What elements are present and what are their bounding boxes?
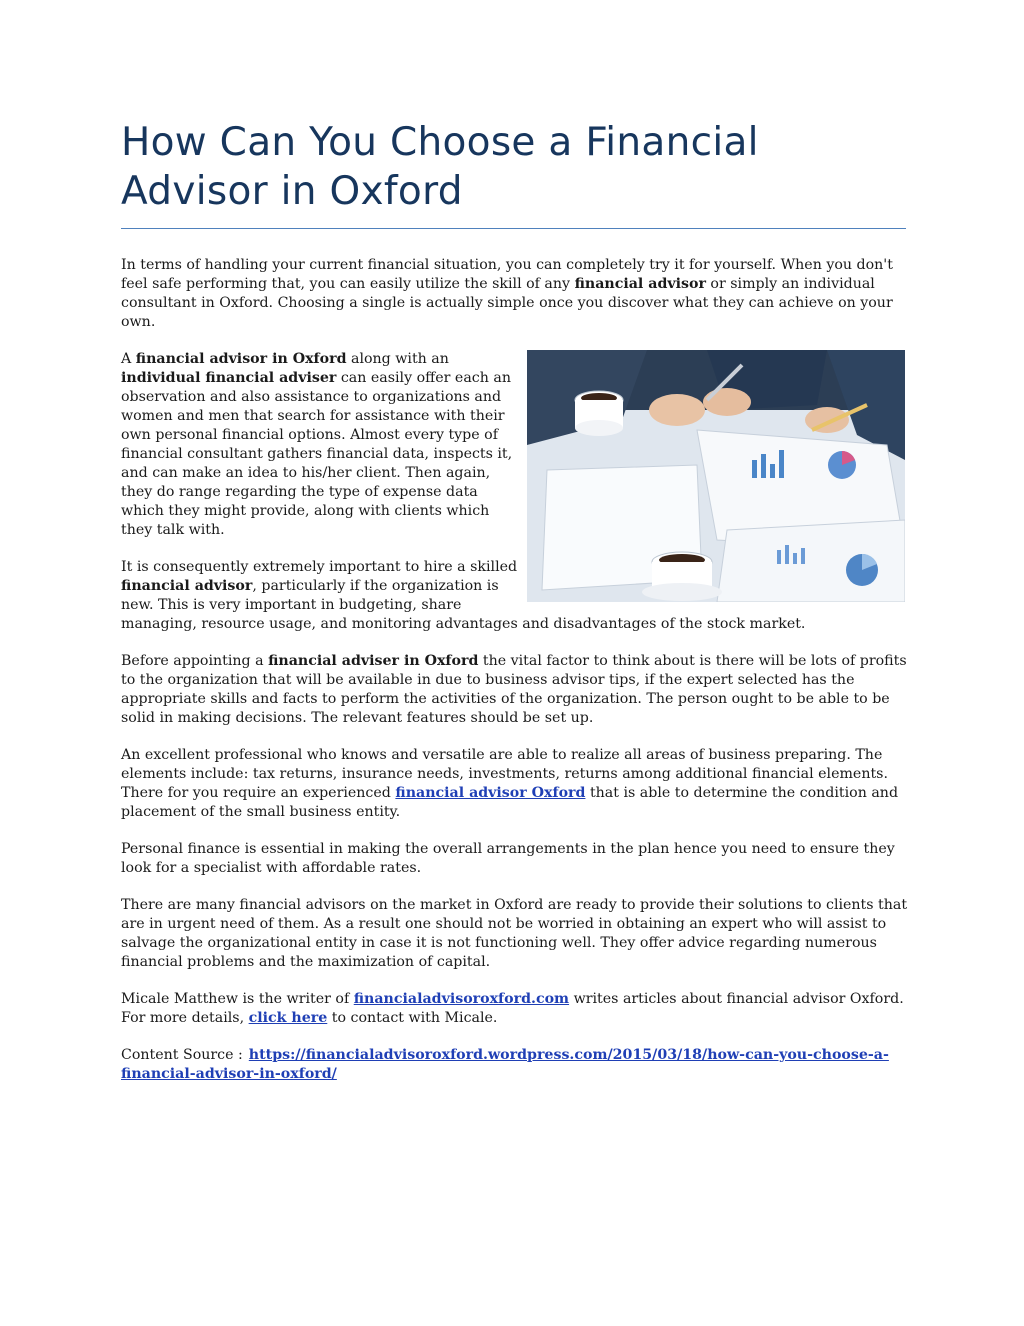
- paragraph-content-source: [121, 1046, 911, 1084]
- content-source-label: Content Source :: [121, 1047, 243, 1063]
- author-site-link[interactable]: financialadvisoroxford.com: [353, 991, 570, 1007]
- page-title: How Can You Choose a Financial Advisor in Oxford: [121, 120, 759, 214]
- paragraph-personal-finance: Personal finance is essential in making the overall arrangements in the plan hence you need to ensure they look for a specialist with affordable rates.: [121, 841, 895, 876]
- intro-paragraph: In terms of handling your current financial situation, you can completely try it for yourself. When you don't feel safe performing that, you can easily utilize the skill of any financial advisor or simply an individual consultant in Oxford. Choosing a single is actually simple once you discover what they can achieve on your own.: [121, 257, 893, 330]
- title-underline-divider: [121, 228, 906, 229]
- paragraph-before-appointing: Before appointing a financial adviser in Oxford the vital factor to think about is there will be lots of profits to the organization that will be available in due to business advisor tips, if the expert selected has the appropriate skills and facts to perform the activities of the organization. The person ought to be able to be solid in making decisions. The relevant features should be set up.: [121, 653, 907, 726]
- content-source-link[interactable]: https://financialadvisoroxford.wordpress.com/2015/03/18/how-can-you-choose-a-financial-advisor-in-oxford/: [121, 1047, 889, 1082]
- financial-advisor-oxford-link[interactable]: financial advisor Oxford: [395, 785, 586, 801]
- paragraph-excellent-professional: An excellent professional who knows and versatile are able to realize all areas of business preparing. The elements include: tax returns, insurance needs, investments, returns among additional financial elements. There for you require an experienced financial advisor Oxford that is able to determine the condition and placement of the small business entity.: [121, 747, 899, 820]
- paragraph-hire-skilled: It is consequently extremely important to hire a skilled financial advisor, particularly if the organization is new. This is very important in budgeting, share managing, resource usage, and monitoring advantages and disadvantages of the stock market.: [121, 559, 806, 632]
- article-body: [121, 256, 911, 1102]
- paragraph-many-advisors: There are many financial advisors on the market in Oxford are ready to provide their solutions to clients that are in urgent need of them. As a result one should not be worried in obtaining an expert who will assist to salvage the organizational entity in case it is not functioning well. They offer advice regarding numerous financial problems and the maximization of capital.: [121, 897, 908, 970]
- paragraph-author: Micale Matthew is the writer of financialadvisoroxford.com writes articles about financial advisor Oxford. For more details, click here to contact with Micale.: [121, 991, 904, 1026]
- business-meeting-photo: [527, 350, 905, 602]
- paragraph-advisor-oxford: A financial advisor in Oxford along with an individual financial adviser can easily offer each an observation and also assistance to organizations and women and men that search for assistance with their own personal financial options. Almost every type of financial consultant gathers financial data, inspects it, and can make an idea to his/her client. Then again, they do range regarding the type of expense data which they might provide, along with clients which they talk with.: [121, 351, 513, 538]
- click-here-link[interactable]: click here: [248, 1010, 328, 1026]
